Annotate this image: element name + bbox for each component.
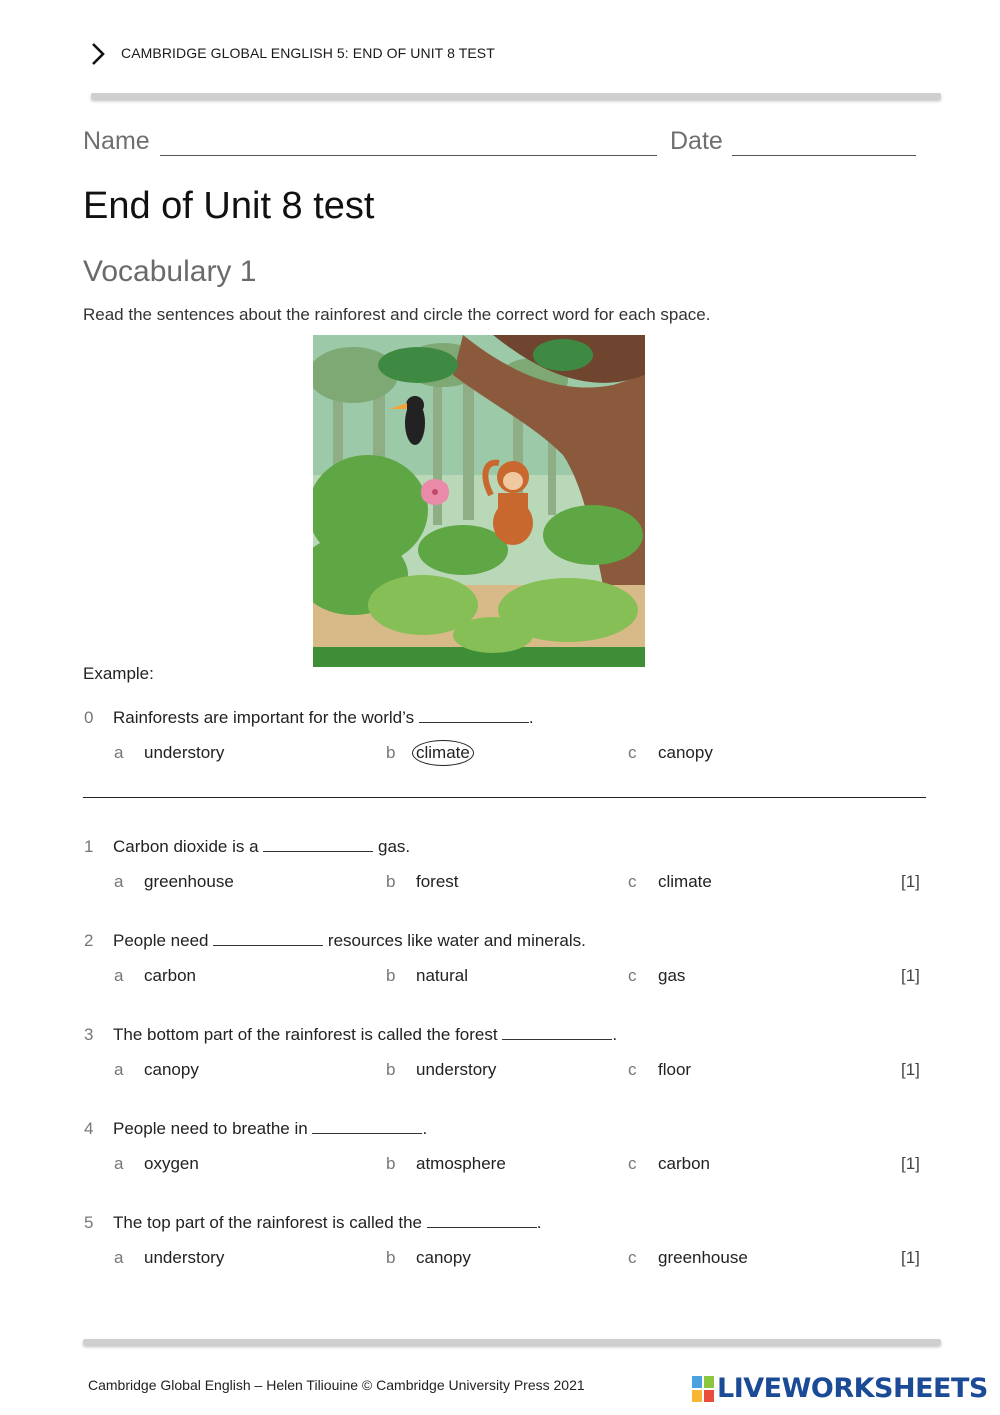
question-text-after: resources like water and minerals.: [323, 931, 586, 950]
option-letter: a: [114, 1154, 124, 1173]
option-word[interactable]: canopy: [416, 1248, 471, 1267]
answer-blank: [419, 708, 529, 723]
question-text-before: The bottom part of the rainforest is called the forest: [113, 1025, 503, 1044]
question-text: [113, 837, 410, 857]
footer-copyright: Cambridge Global English – Helen Tiliouine © Cambridge University Press 2021: [88, 1377, 585, 1393]
option-word-circled[interactable]: [416, 743, 470, 763]
question-number: 0: [84, 708, 94, 727]
question-number: 1: [84, 837, 94, 856]
question-mark: [1]: [901, 1248, 920, 1267]
option-letter: a: [114, 1060, 124, 1079]
question-text-before: The top part of the rainforest is called the: [113, 1213, 427, 1232]
question-text-before: People need: [113, 931, 214, 950]
question-text-after: .: [612, 1025, 618, 1044]
question-text-before: Carbon dioxide is a: [113, 837, 264, 856]
question-text: [113, 1213, 541, 1233]
question-text: [113, 1025, 617, 1045]
option-letter: c: [628, 872, 637, 891]
logo-text: LIVEWORKSHEETS: [717, 1373, 988, 1404]
question-text: [113, 708, 534, 728]
option-letter: a: [114, 743, 124, 762]
option-letter: a: [114, 1248, 124, 1267]
answer-blank[interactable]: [312, 1119, 422, 1134]
page-title: End of Unit 8 test: [83, 185, 375, 227]
option-letter: c: [628, 1154, 637, 1173]
question-text-after: .: [528, 708, 534, 727]
option-letter: c: [628, 966, 637, 985]
question-text-after: gas.: [373, 837, 411, 856]
question-mark: [1]: [901, 872, 920, 891]
question-number: 4: [84, 1119, 94, 1138]
header-divider: [91, 93, 941, 99]
date-label: Date: [670, 127, 723, 155]
option-letter: b: [386, 743, 396, 762]
option-word[interactable]: natural: [416, 966, 468, 985]
option-word[interactable]: greenhouse: [144, 872, 234, 891]
example-label: Example:: [83, 664, 154, 683]
option-letter: b: [386, 872, 396, 891]
option-letter: b: [386, 1248, 396, 1267]
option-word[interactable]: carbon: [658, 1154, 710, 1173]
question-mark: [1]: [901, 1060, 920, 1079]
answer-blank[interactable]: [213, 931, 323, 946]
question-text-after: .: [422, 1119, 428, 1138]
option-word[interactable]: canopy: [144, 1060, 199, 1079]
footer-divider: [83, 1339, 941, 1345]
option-word[interactable]: greenhouse: [658, 1248, 748, 1267]
question-number: 3: [84, 1025, 94, 1044]
chevron-right-icon: [88, 42, 108, 66]
liveworksheets-logo-icon: [692, 1376, 714, 1402]
question-text-before: People need to breathe in: [113, 1119, 313, 1138]
liveworksheets-logo[interactable]: [692, 1373, 988, 1404]
option-letter: c: [628, 743, 637, 762]
option-letter: c: [628, 1248, 637, 1267]
option-word[interactable]: understory: [144, 743, 225, 762]
question-text: [113, 931, 586, 951]
option-letter: a: [114, 966, 124, 985]
rainforest-illustration: [313, 335, 645, 667]
date-field[interactable]: [732, 155, 916, 156]
option-letter: c: [628, 1060, 637, 1079]
answer-blank[interactable]: [502, 1025, 612, 1040]
question-text: [113, 1119, 427, 1139]
option-word[interactable]: understory: [416, 1060, 497, 1079]
option-word[interactable]: carbon: [144, 966, 196, 985]
option-letter: b: [386, 966, 396, 985]
option-letter: b: [386, 1154, 396, 1173]
option-word[interactable]: oxygen: [144, 1154, 199, 1173]
answer-blank[interactable]: [427, 1213, 537, 1228]
answer-circle: [412, 740, 474, 766]
question-number: 2: [84, 931, 94, 950]
option-word[interactable]: gas: [658, 966, 686, 985]
option-word-text: climate: [416, 743, 470, 762]
option-word[interactable]: atmosphere: [416, 1154, 506, 1173]
name-label: Name: [83, 127, 150, 155]
option-word[interactable]: floor: [658, 1060, 692, 1079]
question-number: 5: [84, 1213, 94, 1232]
option-word[interactable]: forest: [416, 872, 459, 891]
question-text-after: .: [536, 1213, 542, 1232]
header-title: CAMBRIDGE GLOBAL ENGLISH 5: END OF UNIT 8 TEST: [121, 45, 495, 61]
question-mark: [1]: [901, 966, 920, 985]
section-heading: Vocabulary 1: [83, 255, 257, 288]
option-word[interactable]: climate: [658, 872, 712, 891]
name-field[interactable]: [160, 155, 657, 156]
option-letter: b: [386, 1060, 396, 1079]
instructions: Read the sentences about the rainforest and circle the correct word for each space.: [83, 305, 711, 324]
option-word[interactable]: understory: [144, 1248, 225, 1267]
question-mark: [1]: [901, 1154, 920, 1173]
option-letter: a: [114, 872, 124, 891]
example-divider: [83, 797, 926, 798]
option-word[interactable]: canopy: [658, 743, 713, 762]
question-text-before: Rainforests are important for the world’s: [113, 708, 419, 727]
answer-blank[interactable]: [263, 837, 373, 852]
